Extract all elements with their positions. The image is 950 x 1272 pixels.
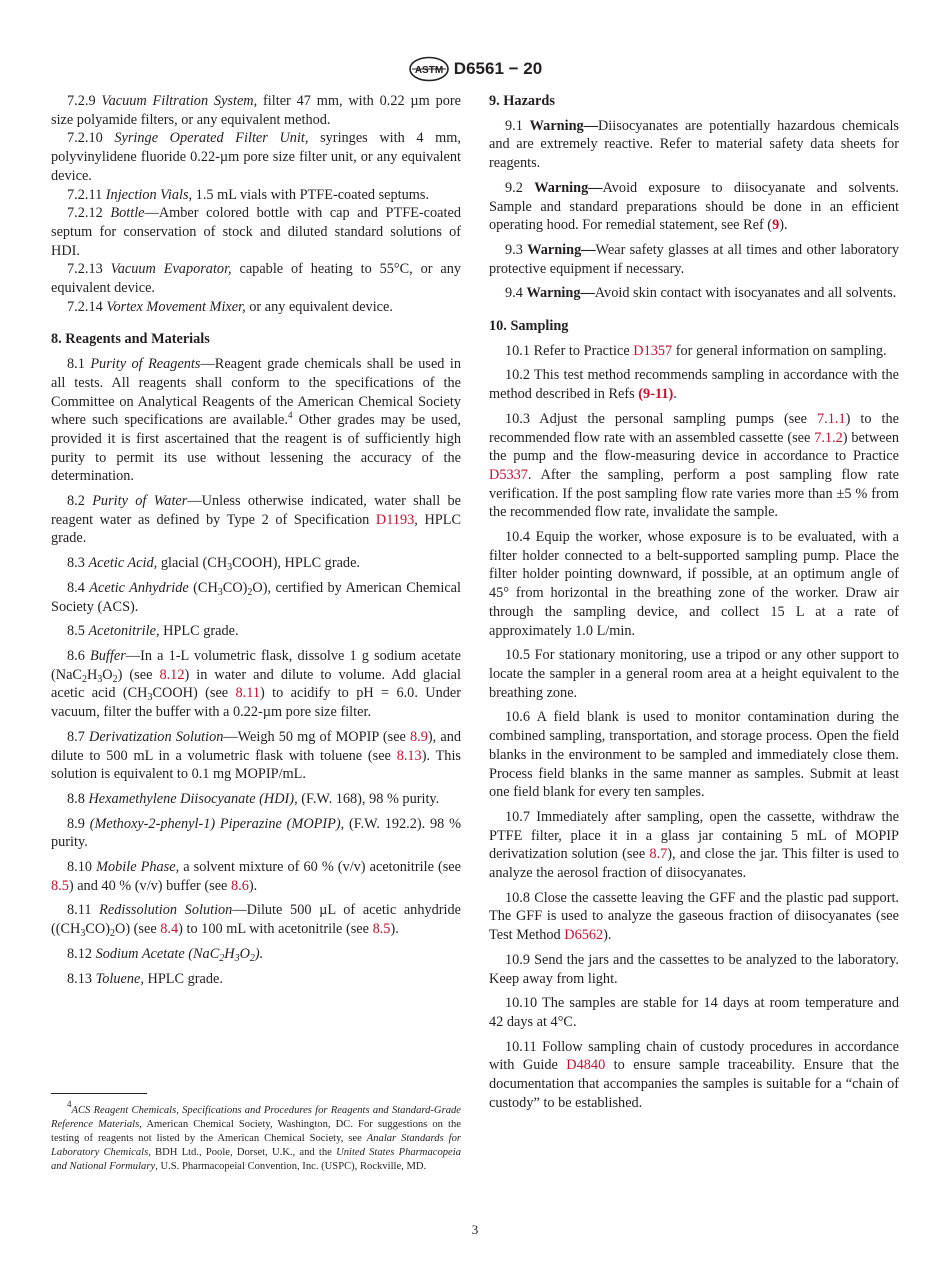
standard-designation: D6561 − 20 [453, 59, 543, 78]
section-10-8: 10.8 Close the cassette leaving the GFF and the plastic pad support. The GFF is used to analyze the gaseous fraction of diisocyanates (see Test Method D6562). [489, 889, 899, 944]
section-7-2-13: 7.2.13 Vacuum Evaporator, capable of heating to 55°C, or any equivalent device. [51, 261, 462, 297]
link-8-5[interactable]: 8.5 [51, 877, 69, 894]
link-8-9[interactable]: 8.9 [410, 728, 428, 745]
link-d1357[interactable]: D1357 [633, 342, 673, 359]
section-10-6: 10.6 A field blank is used to monitor contamination during the combined sampling, transportation, and storage process. Open the field blanks in the environment to be sampled and immediately close them. Process field blanks in the same manner as samples. Submit at least one field blank for every ten samples. [489, 709, 899, 801]
section-10-5: 10.5 For stationary monitoring, use a tripod or any other support to locate the sampler in a general room area at a height equivalent to the breathing zone. [489, 647, 899, 701]
link-d6562[interactable]: D6562 [564, 927, 604, 944]
section-8-8: 8.8 Hexamethylene Diisocyanate (HDI), (F.W. 168), 98 % purity. [67, 790, 440, 807]
link-8-4[interactable]: 8.4 [160, 921, 179, 938]
footnote-ref-4[interactable]: 4 [287, 410, 293, 421]
section-8-10: 8.10 Mobile Phase, a solvent mixture of 60 % (v/v) acetonitrile (see 8.5) and 40 % (v/v) buffer (see 8.6). [51, 859, 461, 894]
right-column [489, 92, 899, 1112]
section-9-3: 9.3 Warning—Wear safety glasses at all times and other laboratory protective equipment if necessary. [489, 241, 900, 277]
link-8-5[interactable]: 8.5 [372, 921, 391, 938]
link-d4840[interactable]: D4840 [566, 1057, 606, 1074]
section-8-6: 8.6 Buffer—In a 1-L volumetric flask, dissolve 1 g sodium acetate $(NaC_2H_3O_2)$ (see 8.12) in water and dilute to volume. Add glacial acetic acid $(CH_3COOH)$ (see 8.11) to acidify to pH = 6.0. Under vacuum, filter the buffer with a 0.22-µm pore size filter. [51, 647, 461, 721]
link-8-7[interactable]: 8.7 [649, 846, 668, 863]
section-8-3: 8.3 Acetic Acid, glacial $(CH_3COOH)$, HPLC grade. [67, 555, 361, 574]
footnote-divider [51, 1093, 147, 1094]
section-10-2: 10.2 This test method recommends sampling in accordance with the method described in Refs (9-11). [489, 367, 899, 403]
astm-logo-icon [408, 56, 450, 82]
heading-sampling: 10. Sampling [489, 318, 569, 335]
section-10-11: 10.11 Follow sampling chain of custody procedures in accordance with Guide D4840 to ensure sample traceability. Ensure that the documentation that accompanies the samples is suitable for a “chain of custody” to be established. [489, 1038, 899, 1111]
link-d5337[interactable]: D5337 [489, 466, 528, 483]
ref-9-11[interactable]: (9-11) [638, 386, 674, 403]
section-10-9: 10.9 Send the jars and the cassettes to be analyzed to the laboratory. Keep away from light. [489, 951, 899, 987]
link-8-13[interactable]: 8.13 [396, 747, 422, 764]
section-10-7: 10.7 Immediately after sampling, open the cassette, withdraw the PTFE filter, place it in a glass jar containing 5 mL of MOPIP derivatization solution (see 8.7), and close the jar. This filter is used to analyze the aerosol fraction of diisocyanates. [489, 808, 900, 882]
footnote-4: $^4$ACS Reagent Chemicals, Specifications and Procedures for Reagents and Standard-Grade Reference Materials, American Chemical Society, Washington, DC. For suggestions on the testing of reagents not listed by the American Chemical Society, see Analar Standards for Laboratory Chemicals, BDH Ltd., Poole, Dorset, U.K., and the United States Pharmacopeia and National Formulary, U.S. Pharmacopeial Convention, Inc. (USPC), Rockville, MD. [51, 1099, 462, 1172]
section-8-11: 8.11 Redissolution Solution—Dilute 500 µL of acetic anhydride $((CH_3CO)_2O)$ (see 8.4) to 100 mL with acetonitrile (see 8.5). [51, 902, 461, 940]
page-number: 3 [471, 1222, 479, 1237]
section-10-4: 10.4 Equip the worker, whose exposure is to be evaluated, with a filter holder connected to a belt-supported sampling pump. Place the filter holder pointing downward, if possible, at an optimum angle of 45° from horizontal in the breathing zone of the worker. Draw air through the sampling device, and collect 15 L at a rate of approximately 1.0 L/min. [489, 529, 899, 639]
section-8-12: 8.12 Sodium Acetate $(NaC_2H_3O_2)$. [67, 945, 264, 964]
link-7-1-1[interactable]: 7.1.1 [817, 410, 846, 427]
section-7-2-12: 7.2.12 Bottle—Amber colored bottle with cap and PTFE-coated septum for conservation of stock and diluted standard solutions of HDI. [51, 205, 461, 259]
ref-9[interactable]: 9 [772, 217, 780, 234]
section-10-3: 10.3 Adjust the personal sampling pumps (see 7.1.1) to the recommended flow rate with an assembled cassette (see 7.1.2) between the pump and the flow-measuring device in accordance to Practice D5337. After the sampling, perform a post sampling flow rate verification. If the post sampling flow rate varies more than ±5 % from the recommended flow rate, invalidate the sample. [489, 410, 900, 521]
section-10-10: 10.10 The samples are stable for 14 days at room temperature and 42 days at 4°C. [489, 995, 899, 1030]
link-8-6[interactable]: 8.6 [230, 877, 249, 894]
section-7-2-10: 7.2.10 Syringe Operated Filter Unit, syringes with 4 mm, polyvinylidene fluoride 0.22-µm pore size filter unit, or any equivalent device. [51, 130, 461, 184]
section-7-2-11: 7.2.11 Injection Vials, 1.5 mL vials with PTFE-coated septums. [67, 186, 430, 203]
section-9-4: 9.4 Warning—Avoid skin contact with isocyanates and all solvents. [505, 285, 897, 302]
section-8-2: 8.2 Purity of Water—Unless otherwise indicated, water shall be reagent water as defined by Type 2 of Specification D1193, HPLC grade. [51, 493, 461, 547]
section-8-1: 8.1 Purity of Reagents—Reagent grade chemicals shall be used in all tests. All reagents shall conform to the specifications of the Committee on Analytical Reagents of the American Chemical Society where such specifications are available.$^4$ Other grades may be used, provided it is first ascertained that the reagent is of sufficiently high purity to permit its use without lessening the accuracy of the determination. [51, 356, 461, 485]
section-8-5: 8.5 Acetonitrile, HPLC grade. [67, 623, 239, 640]
heading-hazards: 9. Hazards [489, 93, 555, 109]
section-7-2-9: 7.2.9 Vacuum Filtration System, filter 47 mm, with 0.22 µm pore size polyamide filters, or any equivalent method. [51, 93, 462, 128]
section-8-9: 8.9 (Methoxy-2-phenyl-1) Piperazine (MOPIP), (F.W. 192.2). 98 % purity. [51, 815, 462, 851]
section-9-2: 9.2 Warning—Avoid exposure to diisocyanate and solvents. Sample and standard preparations should be done in an efficient operating hood. For remedial statement, see Ref (9). [489, 179, 899, 234]
left-column [51, 92, 461, 988]
heading-reagents: 8. Reagents and Materials [51, 331, 210, 348]
svg-text:ASTM: ASTM [414, 65, 443, 76]
link-7-1-2[interactable]: 7.1.2 [814, 429, 843, 446]
link-8-11[interactable]: 8.11 [235, 685, 261, 702]
link-d1193[interactable]: D1193 [375, 511, 415, 528]
section-10-1: 10.1 Refer to Practice D1357 for general information on sampling. [505, 342, 887, 359]
section-8-13: 8.13 Toluene, HPLC grade. [67, 970, 223, 987]
page-header [0, 56, 950, 82]
section-8-4: 8.4 Acetic Anhydride $(CH_3CO)_2O$), certified by American Chemical Society (ACS). [51, 579, 462, 615]
section-7-2-14: 7.2.14 Vortex Movement Mixer, or any equivalent device. [67, 298, 393, 315]
section-9-1: 9.1 Warning—Diisocyanates are potentially hazardous chemicals and are extremely reactive. Refer to material safety data sheets for reagents. [489, 117, 899, 172]
section-8-7: 8.7 Derivatization Solution—Weigh 50 mg of MOPIP (see 8.9), and dilute to 500 mL in a volumetric flask with toluene (see 8.13). This solution is equivalent to 0.1 mg MOPIP/mL. [51, 728, 461, 783]
link-8-12[interactable]: 8.12 [159, 666, 185, 683]
